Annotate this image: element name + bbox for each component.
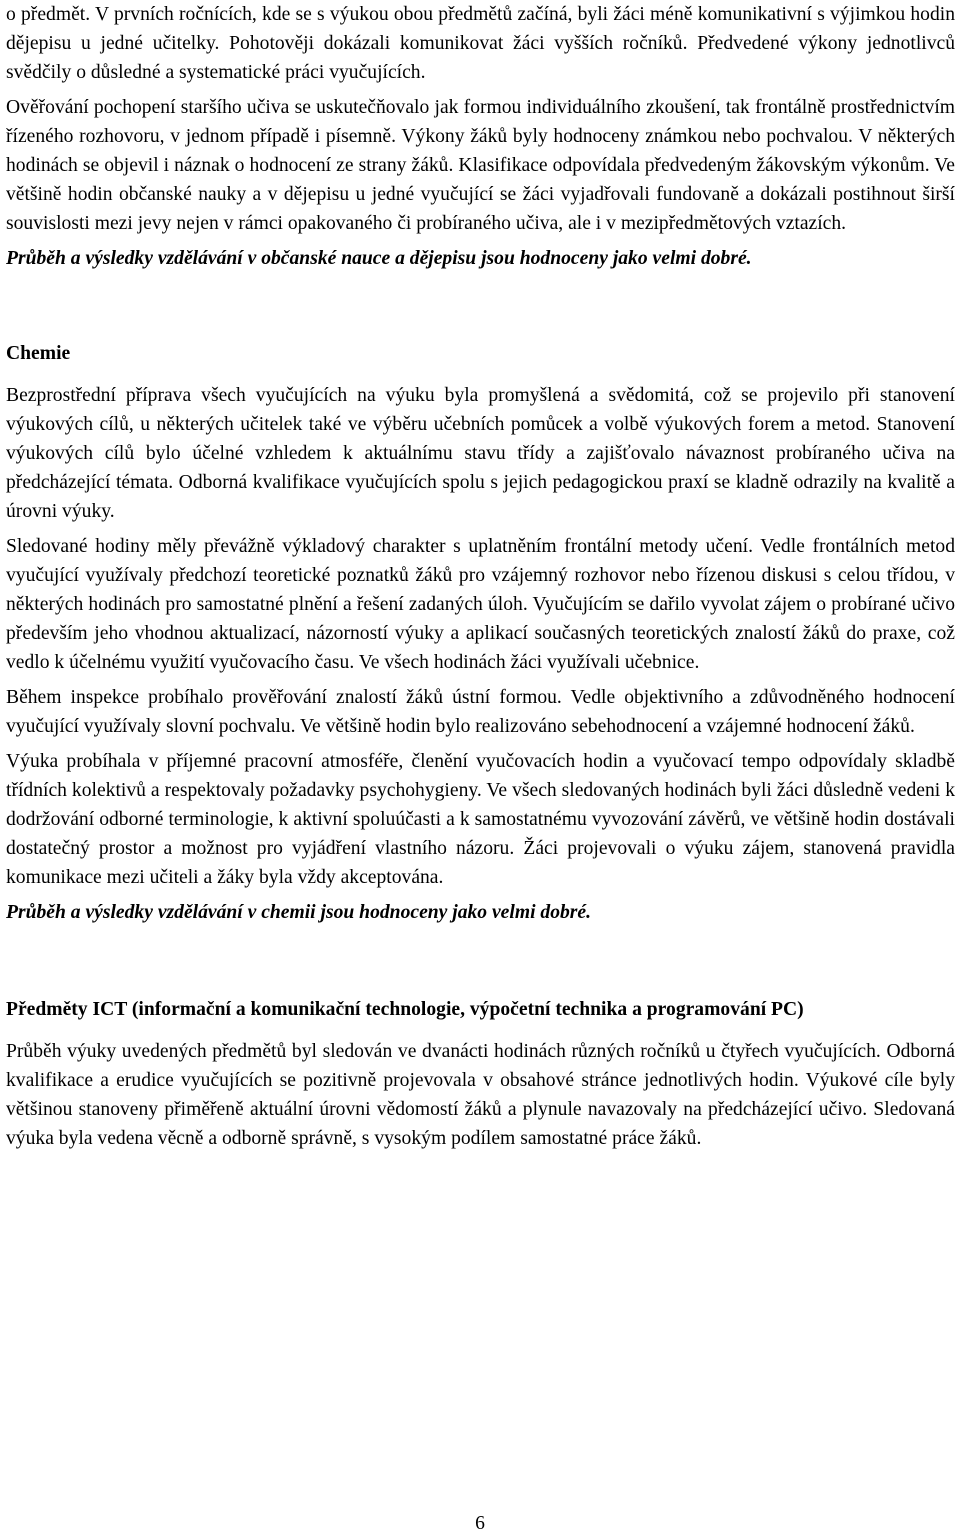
paragraph-review: Ověřování pochopení staršího učiva se uskutečňovalo jak formou individuálního zkoušení, tak frontálně prostřednictvím řízeného rozhovoru, v jednom případě i písemně. Výkony žáků byly hodnoceny známkou nebo pochvalou. V některých hodinách se objevil i náznak o hodnocení ze strany žáků. Klasifikace odpovídala předvedeným žákovským výkonům. Ve většině hodin občanské nauky a v dějepisu u jedné vyučující se žáci vyjadřovali fundovaně a dokázali postihnout širší souvislosti mezi jevy nejen v rámci opakovaného či probíraného učiva, ale i v mezipředmětových vztazích. <box>6 97 955 234</box>
chemistry-paragraph-preparation: Bezprostřední příprava všech vyučujících na výuku byla promyšlená a svědomitá, což se projevilo při stanovení výukových cílů, u některých učitelek také ve výběru učebních pomůcek a volbě výukových forem a metod. Stanovení výukových cílů bylo účelné vzhledem k aktuálnímu stavu třídy a zajišťovalo návaznost probíraného učiva na předcházející témata. Odborná kvalifikace vyučujících spolu s jejich pedagogickou praxí se kladně odrazily na kvalitě a úrovni výuky. <box>6 385 955 522</box>
paragraph-intro: o předmět. V prvních ročnících, kde se s výukou obou předmětů začíná, byli žáci méně komunikativní s výjimkou hodin dějepisu u jedné učitelky. Pohotověji dokázali komunikovat žáci vyšších ročníků. Předvedené výkony jednotlivců svědčily o důsledné a systematické práci vyučujících. <box>6 4 955 83</box>
section-heading-chemistry: Chemie <box>6 343 71 364</box>
ict-paragraph-overview: Průběh výuky uvedených předmětů byl sledován ve dvanácti hodinách různých ročníků u čtyřech vyučujících. Odborná kvalifikace a erudice vyučujících se pozitivně projevovala v obsahové stránce jednotlivých hodin. Výukové cíle byly většinou stanoveny přiměřeně aktuální úrovni vědomostí žáků a plynule navazovaly na předcházející učivo. Sledovaná výuka byla vedena věcně a odborně správně, s vysokým podílem samostatné práce žáků. <box>6 1041 955 1149</box>
document-page <box>6 0 955 1153</box>
chemistry-paragraph-assessment: Během inspekce probíhalo prověřování znalostí žáků ústní formou. Vedle objektivního a zdůvodněného hodnocení vyučující využívaly slovní pochvalu. Ve většině hodin bylo realizováno sebehodnocení a vzájemné hodnocení žáků. <box>6 687 955 737</box>
chemistry-paragraph-methods: Sledované hodiny měly převážně výkladový charakter s uplatněním frontální metody učení. Vedle frontálních metod vyučující využívaly předchozí teoretické poznatků žáků pro vzájemný rozhovor nebo řízenou diskusi s celou třídou, v některých hodinách pro samostatné plnění a řešení zadaných úloh. Vyučujícím se dařilo vyvolat zájem o probírané učivo především jeho vhodnou aktualizací, názorností výuky a aplikací současných teoretických znalostí žáků do praxe, což vedlo k účelnému využití vyučovacího času. Ve všech hodinách žáci využívali učebnice. <box>6 536 955 673</box>
verdict-chemistry: Průběh a výsledky vzdělávání v chemii jsou hodnoceny jako velmi dobré. <box>6 902 592 923</box>
section-heading-ict: Předměty ICT (informační a komunikační technologie, výpočetní technika a programování PC) <box>6 999 804 1020</box>
verdict-civics-history: Průběh a výsledky vzdělávání v občanské nauce a dějepisu jsou hodnoceny jako velmi dobré. <box>6 248 752 269</box>
chemistry-paragraph-atmosphere: Výuka probíhala v příjemné pracovní atmosféře, členění vyučovacích hodin a vyučovací tempo odpovídaly skladbě třídních kolektivů a respektovaly požadavky psychohygieny. Ve všech sledovaných hodinách byli žáci důsledně vedeni k dodržování odborné terminologie, k aktivní spoluúčasti a k samostatnému vyvozování závěrů, ve většině hodin dostávali dostatečný prostor a možnost pro vyjádření vlastního názoru. Žáci projevovali o výuku zájem, stanovená pravidla komunikace mezi učiteli a žáky byla vždy akceptována. <box>6 751 955 888</box>
page-number: 6 <box>475 1513 485 1534</box>
